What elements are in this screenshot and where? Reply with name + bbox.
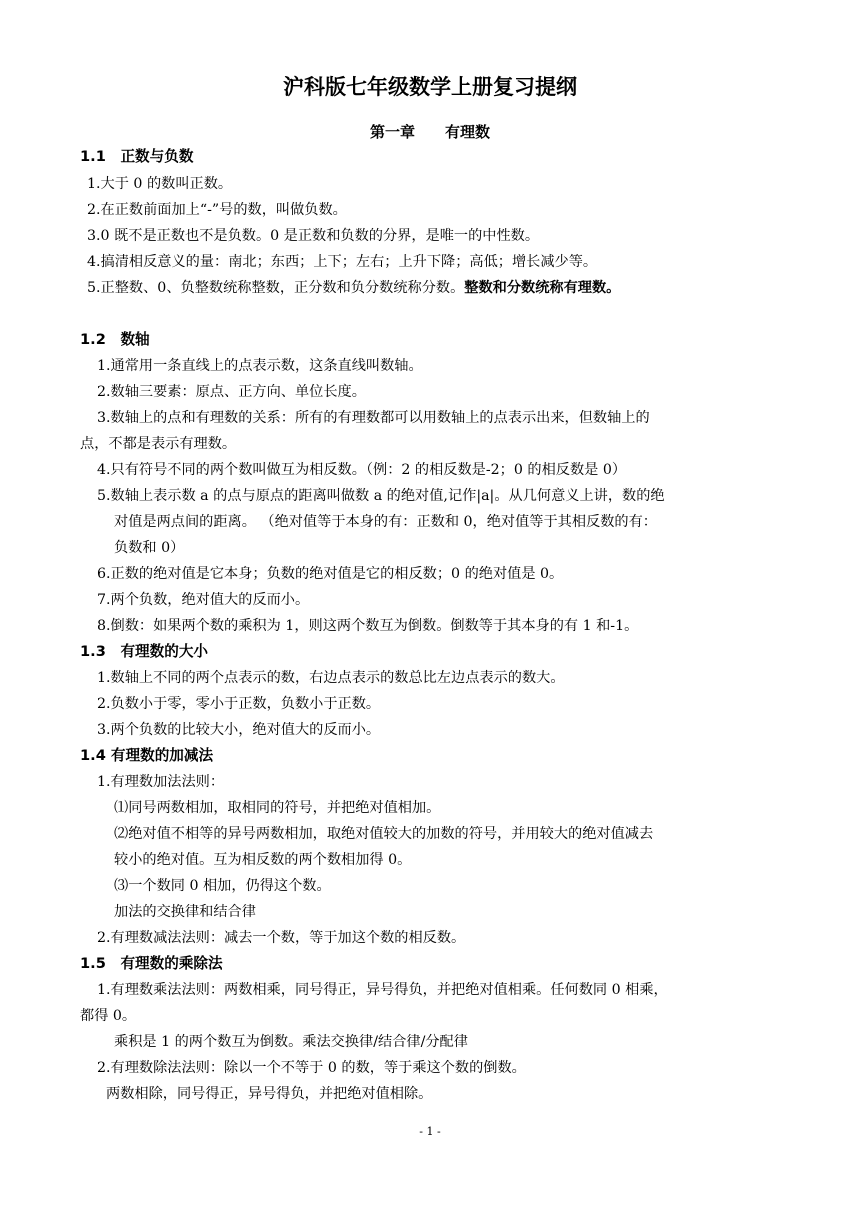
list-item: 4.搞清相反意义的量：南北；东西；上下；左右；上升下降；高低；增长减少等。 xyxy=(87,254,598,270)
section-heading-1-2: 1.2 数轴 xyxy=(80,331,150,348)
section-heading-1-3: 1.3 有理数的大小 xyxy=(80,643,209,660)
list-item-continuation: 点，不都是表示有理数。 xyxy=(80,436,237,452)
list-item: 3.数轴上的点和有理数的关系：所有的有理数都可以用数轴上的点表示出来，但数轴上的 xyxy=(97,410,650,426)
list-item: 2.有理数减法法则：减去一个数，等于加这个数的相反数。 xyxy=(97,930,466,946)
document-title: 沪科版七年级数学上册复习提纲 xyxy=(283,75,577,99)
section-heading-1-4: 1.4 有理数的加减法 xyxy=(80,747,214,764)
chapter-title: 第一章 有理数 xyxy=(369,123,490,141)
list-item: 加法的交换律和结合律 xyxy=(114,904,256,920)
list-item: 8.倒数：如果两个数的乘积为 1，则这两个数互为倒数。倒数等于其本身的有 1 和-1。 xyxy=(97,618,639,634)
list-item: ⑶一个数同 0 相加，仍得这个数。 xyxy=(114,878,331,894)
list-item-continuation: 负数和 0） xyxy=(114,540,185,556)
section-heading-1-5: 1.5 有理数的乘除法 xyxy=(80,955,223,972)
list-item: 2.有理数除法法则：除以一个不等于 0 的数，等于乘这个数的倒数。 xyxy=(97,1060,526,1076)
list-item-text: 5.正整数、0、负整数统称整数，正分数和负分数统称分数。 xyxy=(87,280,465,296)
list-item: 3.0 既不是正数也不是负数。0 是正数和负数的分界，是唯一的中性数。 xyxy=(87,228,540,244)
list-item: 2.负数小于零，零小于正数，负数小于正数。 xyxy=(97,696,381,712)
list-item-continuation: 较小的绝对值。互为相反数的两个数相加得 0。 xyxy=(114,852,412,868)
list-item-continuation: 都得 0。 xyxy=(80,1008,137,1024)
list-item: 3.两个负数的比较大小，绝对值大的反而小。 xyxy=(97,722,381,738)
list-item: 6.正数的绝对值是它本身；负数的绝对值是它的相反数；0 的绝对值是 0。 xyxy=(97,566,564,582)
list-item: 2.在正数前面加上“-”号的数，叫做负数。 xyxy=(87,202,347,218)
list-item: 5.数轴上表示数 a 的点与原点的距离叫做数 a 的绝对值,记作|a|。从几何意义上讲，数的绝 xyxy=(97,488,665,504)
page-number: - 1 - xyxy=(419,1125,441,1138)
list-item: 乘积是 1 的两个数互为倒数。乘法交换律/结合律/分配律 xyxy=(114,1034,468,1050)
list-item: ⑵绝对值不相等的异号两数相加，取绝对值较大的加数的符号，并用较大的绝对值减去 xyxy=(114,826,654,842)
list-item: 1.数轴上不同的两个点表示的数，右边点表示的数总比左边点表示的数大。 xyxy=(97,670,565,686)
list-item-continuation: 对值是两点间的距离。 （绝对值等于本身的有：正数和 0，绝对值等于其相反数的有： xyxy=(114,514,657,530)
list-item: 1.有理数乘法法则：两数相乘，同号得正，异号得负，并把绝对值相乘。任何数同 0 相乘， xyxy=(97,982,668,998)
list-item: 2.数轴三要素：原点、正方向、单位长度。 xyxy=(97,384,366,400)
list-item: ⑴同号两数相加，取相同的符号，并把绝对值相加。 xyxy=(114,800,441,816)
list-item: 1.大于 0 的数叫正数。 xyxy=(87,176,233,192)
emphasis-text: 整数和分数统称有理数。 xyxy=(464,280,621,296)
list-item: 1.通常用一条直线上的点表示数，这条直线叫数轴。 xyxy=(97,358,423,374)
section-heading-1-1: 1.1 正数与负数 xyxy=(80,148,194,165)
list-item: 7.两个负数，绝对值大的反而小。 xyxy=(97,592,310,608)
list-item: 两数相除，同号得正，异号得负，并把绝对值相除。 xyxy=(106,1086,433,1102)
list-item xyxy=(87,277,620,299)
list-item: 1.有理数加法法则： xyxy=(97,774,225,790)
chapter-heading xyxy=(0,120,860,144)
list-item: 4.只有符号不同的两个数叫做互为相反数。（例：2 的相反数是-2；0 的相反数是 0） xyxy=(97,462,627,478)
